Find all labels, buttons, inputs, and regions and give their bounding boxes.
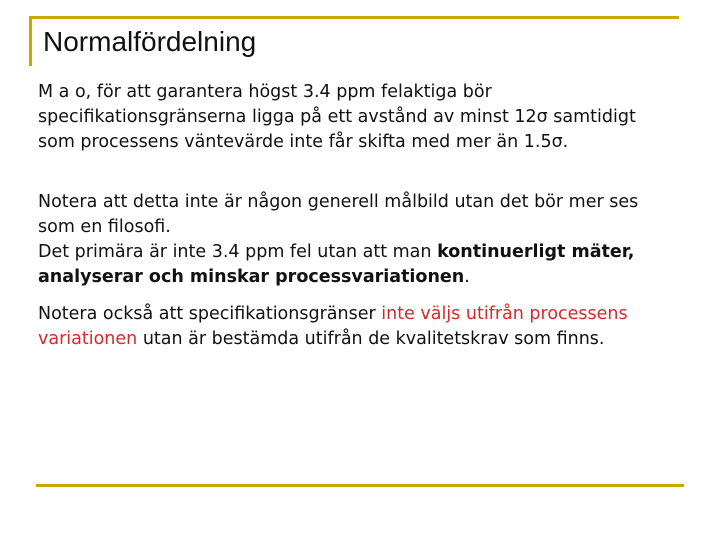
title-frame-top-rule — [29, 16, 679, 19]
paragraph2-line3: Det primära är inte 3.4 ppm fel utan att man — [38, 242, 438, 262]
paragraph1-line1: M a o, för att garantera högst 3.4 ppm felaktiga bör — [38, 82, 492, 102]
paragraph1-line2: specifikationsgränserna ligga på ett avstånd av minst 12σ samtidigt — [38, 107, 636, 127]
slide-body — [38, 80, 710, 352]
paragraph2-bold-line4: analyserar och minskar processvariationen — [38, 267, 465, 287]
bottom-rule — [36, 484, 684, 487]
paragraph3-line1-start: Notera också att specifikationsgränser — [38, 304, 382, 324]
paragraph1-line3: som processens väntevärde inte får skifta med mer än 1.5σ. — [38, 132, 569, 152]
paragraph2-line1: Notera att detta inte är någon generell målbild utan det bör mer ses — [38, 192, 639, 212]
paragraph3-line2-end: utan är bestämda utifrån de kvalitetskrav som finns. — [137, 329, 605, 349]
paragraph3-red-line1: inte väljs utifrån processens — [381, 304, 628, 324]
paragraph-philosophy — [38, 190, 710, 290]
paragraph-specification-limits — [38, 80, 710, 155]
paragraph2-bold-line3: kontinuerligt mäter, — [437, 242, 635, 262]
paragraph-quality-requirements — [38, 302, 710, 352]
paragraph3-red-line2: variationen — [38, 329, 138, 349]
paragraph2-line2: som en filosofi. — [38, 217, 171, 237]
slide-title: Normalfördelning — [43, 26, 257, 57]
title-frame-left-rule — [29, 16, 32, 66]
paragraph2-line4-end: . — [464, 267, 470, 287]
